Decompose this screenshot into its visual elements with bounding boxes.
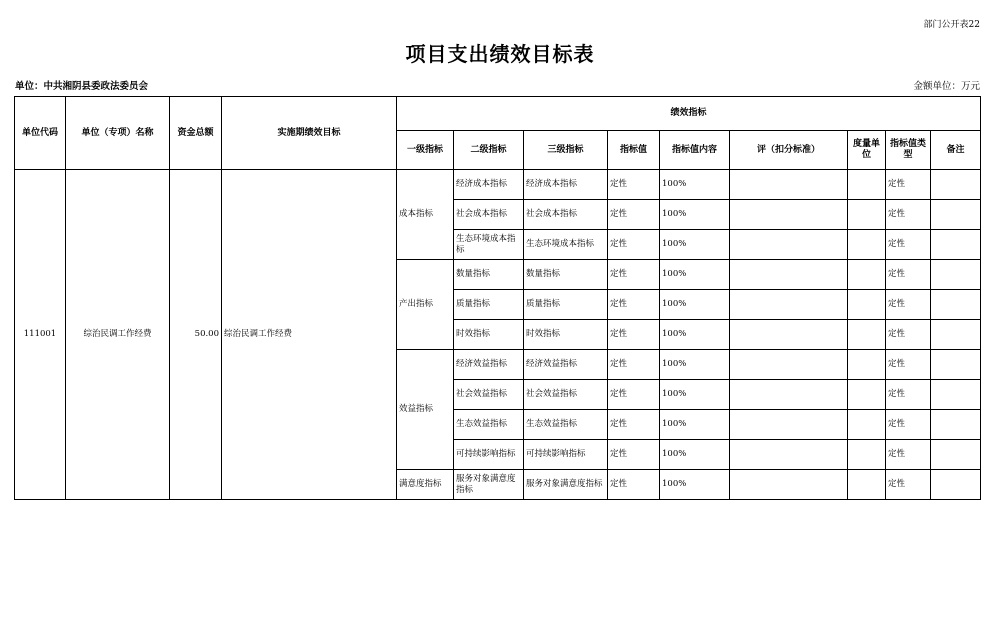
- cell-criteria: [730, 200, 848, 230]
- header-value: 指标值: [608, 131, 660, 170]
- cell-unit-name: 综治民调工作经费: [66, 170, 170, 500]
- cell-value-type: 定性: [886, 350, 931, 380]
- cell-level3: 社会成本指标: [524, 200, 608, 230]
- cell-value: 定性: [608, 260, 660, 290]
- cell-level3: 服务对象满意度指标: [524, 470, 608, 500]
- cell-level2: 质量指标: [454, 290, 524, 320]
- unit-label: 单位：中共湘阴县委政法委员会: [15, 81, 149, 92]
- cell-value-type: 定性: [886, 320, 931, 350]
- cell-level2: 生态效益指标: [454, 410, 524, 440]
- cell-criteria: [730, 290, 848, 320]
- cell-value: 定性: [608, 200, 660, 230]
- cell-value-type: 定性: [886, 410, 931, 440]
- header-unit-code: 单位代码: [15, 97, 66, 170]
- cell-criteria: [730, 230, 848, 260]
- cell-value-type: 定性: [886, 200, 931, 230]
- cell-content: 100%: [660, 170, 730, 200]
- amount-unit-label: 金额单位：万元: [913, 81, 980, 92]
- cell-content: 100%: [660, 320, 730, 350]
- cell-measure: [848, 260, 886, 290]
- cell-unit-code: 111001: [15, 170, 66, 500]
- cell-criteria: [730, 440, 848, 470]
- table-body: [15, 170, 981, 500]
- cell-level3: 社会效益指标: [524, 380, 608, 410]
- cell-content: 100%: [660, 380, 730, 410]
- cell-content: 100%: [660, 260, 730, 290]
- cell-value-type: 定性: [886, 260, 931, 290]
- header-fund-total: 资金总额: [170, 97, 222, 170]
- cell-criteria: [730, 350, 848, 380]
- cell-level3: 质量指标: [524, 290, 608, 320]
- cell-value: 定性: [608, 410, 660, 440]
- cell-value-type: 定性: [886, 170, 931, 200]
- cell-criteria: [730, 470, 848, 500]
- cell-level3: 生态效益指标: [524, 410, 608, 440]
- cell-value: 定性: [608, 440, 660, 470]
- cell-value: 定性: [608, 170, 660, 200]
- cell-remark: [931, 470, 981, 500]
- cell-remark: [931, 200, 981, 230]
- header-content: 指标值内容: [660, 131, 730, 170]
- cell-measure: [848, 230, 886, 260]
- cell-level3: 生态环境成本指标: [524, 230, 608, 260]
- cell-value: 定性: [608, 470, 660, 500]
- cell-value: 定性: [608, 380, 660, 410]
- cell-content: 100%: [660, 440, 730, 470]
- header-remark: 备注: [931, 131, 981, 170]
- cell-level1: 成本指标: [397, 170, 454, 260]
- cell-fund-total: 50.00: [170, 170, 222, 500]
- cell-remark: [931, 410, 981, 440]
- cell-content: 100%: [660, 410, 730, 440]
- table-number-label: 部门公开表22: [923, 20, 980, 30]
- cell-value: 定性: [608, 230, 660, 260]
- cell-level1: 产出指标: [397, 260, 454, 350]
- cell-level3: 经济成本指标: [524, 170, 608, 200]
- cell-level2: 经济成本指标: [454, 170, 524, 200]
- header-measure: 度量单位: [848, 131, 886, 170]
- cell-criteria: [730, 260, 848, 290]
- cell-content: 100%: [660, 230, 730, 260]
- cell-level2: 经济效益指标: [454, 350, 524, 380]
- cell-measure: [848, 350, 886, 380]
- header-unit-name: 单位（专项）名称: [66, 97, 170, 170]
- cell-content: 100%: [660, 200, 730, 230]
- performance-target-table: [14, 96, 981, 500]
- cell-value: 定性: [608, 350, 660, 380]
- table-row: [15, 170, 981, 200]
- cell-value: 定性: [608, 320, 660, 350]
- cell-level3: 可持续影响指标: [524, 440, 608, 470]
- cell-level2: 服务对象满意度指标: [454, 470, 524, 500]
- cell-remark: [931, 440, 981, 470]
- cell-criteria: [730, 170, 848, 200]
- cell-measure: [848, 380, 886, 410]
- cell-content: 100%: [660, 350, 730, 380]
- cell-measure: [848, 290, 886, 320]
- cell-measure: [848, 440, 886, 470]
- cell-remark: [931, 380, 981, 410]
- cell-measure: [848, 410, 886, 440]
- cell-measure: [848, 320, 886, 350]
- cell-remark: [931, 230, 981, 260]
- cell-measure: [848, 470, 886, 500]
- header-level3: 三级指标: [524, 131, 608, 170]
- cell-criteria: [730, 410, 848, 440]
- header-level2: 二级指标: [454, 131, 524, 170]
- cell-remark: [931, 350, 981, 380]
- cell-level1: 满意度指标: [397, 470, 454, 500]
- header-value-type: 指标值类型: [886, 131, 931, 170]
- header-criteria: 评（扣分标准）: [730, 131, 848, 170]
- cell-goal: 综治民调工作经费: [222, 170, 397, 500]
- header-goal: 实施期绩效目标: [222, 97, 397, 170]
- cell-level2: 社会效益指标: [454, 380, 524, 410]
- cell-level3: 数量指标: [524, 260, 608, 290]
- cell-level2: 数量指标: [454, 260, 524, 290]
- cell-level2: 生态环境成本指标: [454, 230, 524, 260]
- cell-level2: 时效指标: [454, 320, 524, 350]
- page-title: 项目支出绩效目标表: [405, 42, 595, 66]
- cell-remark: [931, 260, 981, 290]
- cell-level2: 可持续影响指标: [454, 440, 524, 470]
- cell-value: 定性: [608, 290, 660, 320]
- cell-content: 100%: [660, 290, 730, 320]
- cell-remark: [931, 320, 981, 350]
- cell-value-type: 定性: [886, 440, 931, 470]
- cell-content: 100%: [660, 470, 730, 500]
- cell-value-type: 定性: [886, 230, 931, 260]
- cell-criteria: [730, 380, 848, 410]
- cell-level3: 经济效益指标: [524, 350, 608, 380]
- cell-criteria: [730, 320, 848, 350]
- cell-value-type: 定性: [886, 470, 931, 500]
- cell-measure: [848, 200, 886, 230]
- cell-measure: [848, 170, 886, 200]
- header-performance: 绩效指标: [397, 97, 981, 131]
- header-level1: 一级指标: [397, 131, 454, 170]
- cell-remark: [931, 170, 981, 200]
- cell-level1: 效益指标: [397, 350, 454, 470]
- cell-value-type: 定性: [886, 380, 931, 410]
- cell-value-type: 定性: [886, 290, 931, 320]
- cell-level2: 社会成本指标: [454, 200, 524, 230]
- cell-level3: 时效指标: [524, 320, 608, 350]
- cell-remark: [931, 290, 981, 320]
